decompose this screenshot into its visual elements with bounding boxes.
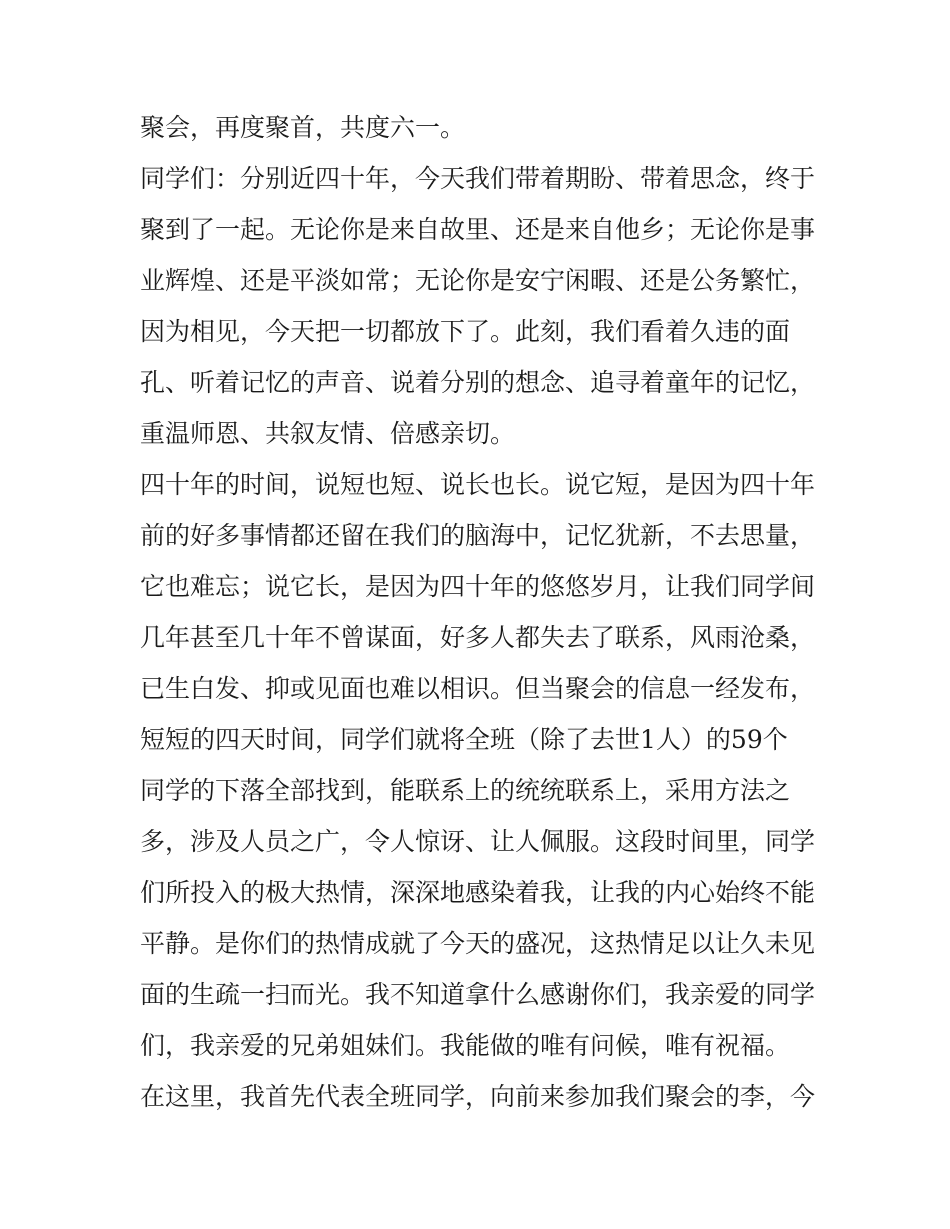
text-line: 已生白发、抑或见面也难以相识。但当聚会的信息一经发布，	[140, 674, 816, 703]
text-line: 平静。是你们的热情成就了今天的盛况，这热情足以让久未见	[140, 929, 816, 958]
text-line: 们，我亲爱的兄弟姐妹们。我能做的唯有问候，唯有祝福。	[140, 1031, 791, 1060]
text-line: 几年甚至几十年不曾谋面，好多人都失去了联系，风雨沧桑，	[140, 623, 816, 652]
text-line: 聚到了一起。无论你是来自故里、还是来自他乡；无论你是事	[140, 215, 816, 244]
text-line: 前的好多事情都还留在我们的脑海中，记忆犹新，不去思量，	[140, 521, 816, 550]
text-line: 它也难忘；说它长，是因为四十年的悠悠岁月，让我们同学间	[140, 572, 816, 601]
text-line: 在这里，我首先代表全班同学，向前来参加我们聚会的李，今	[140, 1082, 816, 1111]
text-line: 面的生疏一扫而光。我不知道拿什么感谢你们，我亲爱的同学	[140, 980, 816, 1009]
text-line: 业辉煌、还是平淡如常；无论你是安宁闲暇、还是公务繁忙，	[140, 266, 816, 295]
text-line: 孔、听着记忆的声音、说着分别的想念、追寻着童年的记忆，	[140, 368, 816, 397]
text-line: 同学的下落全部找到，能联系上的统统联系上，采用方法之	[140, 776, 791, 805]
text-line: 因为相见，今天把一切都放下了。此刻，我们看着久违的面	[140, 317, 791, 346]
text-line: 重温师恩、共叙友情、倍感亲切。	[140, 419, 516, 448]
text-line: 四十年的时间，说短也短、说长也长。说它短，是因为四十年	[140, 470, 816, 499]
text-line: 短短的四天时间，同学们就将全班（除了去世1人）的59个	[140, 725, 788, 754]
text-line: 们所投入的极大热情，深深地感染着我，让我的内心始终不能	[140, 878, 816, 907]
text-line: 同学们：分别近四十年，今天我们带着期盼、带着思念，终于	[140, 164, 816, 193]
text-line: 多，涉及人员之广，令人惊讶、让人佩服。这段时间里，同学	[140, 827, 816, 856]
text-line: 聚会，再度聚首，共度六一。	[140, 113, 466, 142]
